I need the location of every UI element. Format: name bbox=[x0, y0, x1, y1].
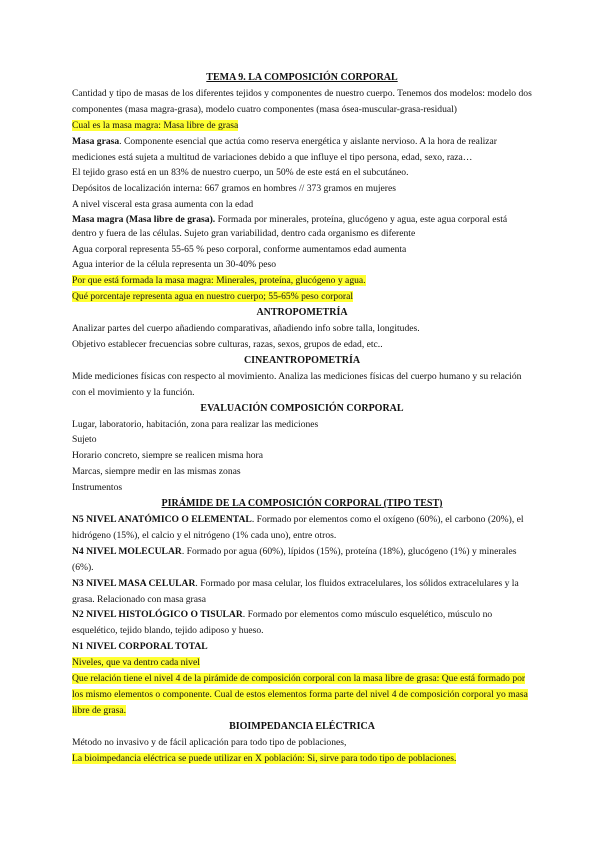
evaluacion-item: Marcas, siempre medir en las mismas zonas bbox=[72, 466, 241, 478]
heading-evaluacion: EVALUACIÓN COMPOSICIÓN CORPORAL bbox=[200, 402, 404, 414]
document-page bbox=[72, 70, 532, 766]
highlighted-text: La bioimpedancia eléctrica se puede utilizar en X población: Si, sirve para todo tipo de poblaciones. bbox=[72, 752, 457, 764]
piramide-n3 bbox=[72, 576, 532, 608]
piramide-n1 bbox=[72, 639, 532, 655]
question-relacion-nivel-4 bbox=[72, 671, 532, 719]
evaluacion-item: Horario concreto, siempre se realicen misma hora bbox=[72, 450, 263, 462]
antropometria-line-1: Analizar partes del cuerpo añadiendo comparativas, añadiendo info sobre talla, longitudes. bbox=[72, 323, 420, 335]
document-title: TEMA 9. LA COMPOSICIÓN CORPORAL bbox=[206, 72, 398, 83]
masa-magra-line-3: Agua interior de la célula representa un 30-40% peso bbox=[72, 259, 277, 271]
piramide-n2 bbox=[72, 607, 532, 639]
n3-text: . Formado por masa celular, los fluidos extracelulares, los sólidos extracelulares y la grasa. Relacionado con masa grasa bbox=[72, 577, 519, 605]
bioimpedancia-line-1: Método no invasivo y de fácil aplicación para todo tipo de poblaciones, bbox=[72, 736, 347, 748]
term-n3: N3 NIVEL MASA CELULAR bbox=[72, 577, 196, 589]
heading-antropometria: ANTROPOMETRÍA bbox=[256, 307, 348, 319]
n2-text: . Formado por elementos como músculo esquelético, músculo no esquelético, tejido blando, tejido adiposo y hueso. bbox=[72, 609, 493, 637]
highlighted-text: Niveles, que va dentro cada nivel bbox=[72, 657, 200, 669]
masa-magra-text: Formada por minerales, proteína, glucógeno y agua, este agua corporal está dentro y fuera de las células. Sujeto gran variabilidad, dentro cada organismo es diferente bbox=[72, 214, 508, 240]
evaluacion-item: Instrumentos bbox=[72, 482, 123, 494]
masa-grasa-paragraph bbox=[72, 134, 532, 166]
masa-grasa-line-2: El tejido graso está en un 83% de nuestro cuerpo, un 50% de este está en el subcutáneo. bbox=[72, 167, 409, 179]
highlighted-text: Por que está formada la masa magra: Minerales, proteína, glucógeno y agua. bbox=[72, 275, 366, 287]
heading-cineantropometria: CINEANTROPOMETRÍA bbox=[243, 354, 361, 366]
question-masa-magra bbox=[72, 118, 532, 134]
highlighted-text: Qué porcentaje representa agua en nuestro cuerpo; 55-65% peso corporal bbox=[72, 291, 354, 303]
question-formada bbox=[72, 273, 532, 289]
piramide-n5 bbox=[72, 512, 532, 544]
question-niveles bbox=[72, 655, 532, 671]
term-n2: N2 NIVEL HISTOLÓGICO O TISULAR bbox=[72, 609, 243, 621]
term-masa-magra: Masa magra (Masa libre de grasa). bbox=[72, 214, 216, 226]
masa-magra-line-2: Agua corporal representa 55-65 % peso corporal, conforme aumentamos edad aumenta bbox=[72, 243, 407, 255]
term-n1: N1 NIVEL CORPORAL TOTAL bbox=[72, 641, 208, 653]
question-porcentaje-agua bbox=[72, 289, 532, 305]
highlighted-text: Que relación tiene el nivel 4 de la pirámide de composición corporal con la masa libre de grasa: Que está formado por los mismo elementos o componente. Cual de estos elementos forma parte del nivel 4 de composición corporal yo masa libre de grasa. bbox=[72, 673, 528, 716]
n5-text: . Formado por elementos como el oxígeno (60%), el carbono (20%), el hidrógeno (15%), el calcio y el nitrógeno (1% cada uno), entre otros. bbox=[72, 513, 524, 541]
n4-text: . Formado por agua (60%), lípidos (15%), proteína (18%), glucógeno (1%) y minerales (6%). bbox=[72, 545, 517, 573]
intro-paragraph: Cantidad y tipo de masas de los diferentes tejidos y componentes de nuestro cuerpo. Tenemos dos modelos: modelo dos componentes (masa magra-grasa), modelo cuatro componentes (masa ósea-muscular-grasa-residual) bbox=[72, 87, 532, 115]
cineantropometria-text: Mide mediciones físicas con respecto al movimiento. Analiza las mediciones físicas del cuerpo humano y su relación con el movimiento y la función. bbox=[72, 370, 522, 398]
evaluacion-item: Lugar, laboratorio, habitación, zona para realizar las mediciones bbox=[72, 418, 319, 430]
masa-grasa-text: . Componente esencial que actúa como reserva energética y aislante nervioso. A la hora de realizar mediciones está sujeta a multitud de variaciones debido a que influye el tipo persona, edad, sexo, raza… bbox=[72, 135, 497, 163]
heading-bioimpedancia: BIOIMPEDANCIA ELÉCTRICA bbox=[229, 720, 375, 732]
masa-grasa-line-4: A nivel visceral esta grasa aumenta con la edad bbox=[72, 199, 254, 211]
masa-magra-paragraph bbox=[72, 213, 532, 241]
masa-grasa-line-3: Depósitos de localización interna: 667 gramos en hombres // 373 gramos en mujeres bbox=[72, 183, 396, 195]
term-n5: N5 NIVEL ANATÓMICO O ELEMENTAL bbox=[72, 513, 252, 525]
term-masa-grasa: Masa grasa bbox=[72, 135, 120, 147]
highlighted-text: Cual es la masa magra: Masa libre de grasa bbox=[72, 119, 239, 131]
question-bioimpedancia bbox=[72, 751, 532, 767]
term-n4: N4 NIVEL MOLECULAR bbox=[72, 545, 182, 557]
antropometria-line-2: Objetivo establecer frecuencias sobre culturas, razas, sexos, grupos de edad, etc.. bbox=[72, 339, 383, 350]
heading-piramide: PIRÁMIDE DE LA COMPOSICIÓN CORPORAL (TIPO TEST) bbox=[161, 498, 443, 510]
evaluacion-item: Sujeto bbox=[72, 434, 97, 446]
piramide-n4 bbox=[72, 544, 532, 576]
